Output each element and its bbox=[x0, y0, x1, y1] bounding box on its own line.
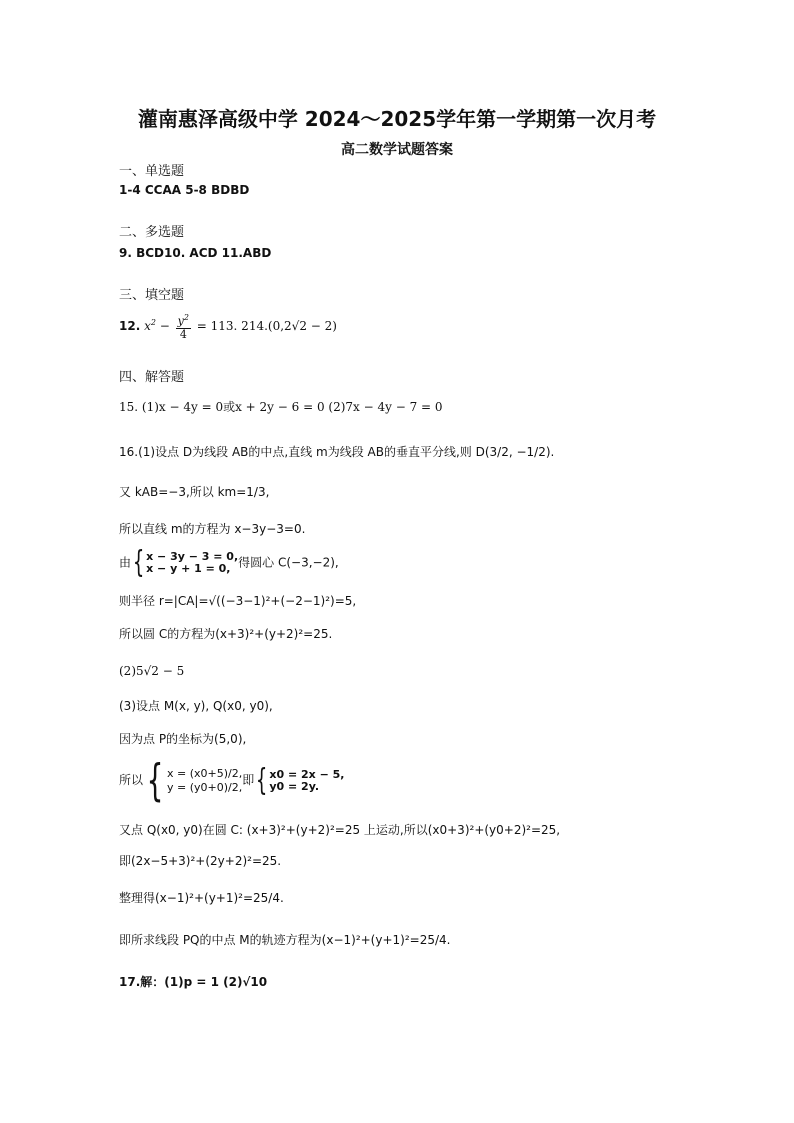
q16-midpoint-eq-4: y0 = 2y. bbox=[269, 779, 320, 793]
q16-line-10-prefix: 所以 bbox=[119, 773, 144, 787]
q16-line-1: 16.(1)设点 D为线段 AB的中点,直线 m为线段 AB的垂直平分线,则 D(3/2, −1/2). bbox=[119, 445, 555, 459]
q16-system-eq-1: x − 3y − 3 = 0, bbox=[146, 550, 239, 563]
q16-line-4-prefix: 由 bbox=[119, 555, 132, 570]
section-heading-multiple-choice: 二、多选题 bbox=[119, 225, 185, 240]
section-heading-fill-in: 三、填空题 bbox=[119, 288, 185, 303]
q17-answer: 17.解：(1)p = 1 (2)√10 bbox=[119, 975, 268, 989]
q16-line-8: (3)设点 M(x, y), Q(x0, y0), bbox=[119, 699, 273, 713]
q16-line-4-suffix: 得圆心 C(−3,−2), bbox=[238, 555, 339, 570]
q16-line-4: 由{ x − 3y − 3 = 0, x − y + 1 = 0, 得圆心 C(−3,−2), bbox=[119, 545, 339, 580]
section-heading-solutions: 四、解答题 bbox=[119, 370, 185, 385]
q16-line-7: (2)5√2 − 5 bbox=[119, 664, 185, 678]
q16-midpoint-eq-1: x = (x0+5)/2, bbox=[167, 766, 243, 780]
fill-in-q12-label: 12. bbox=[119, 319, 141, 333]
q16-line-14: 即所求线段 PQ的中点 M的轨迹方程为(x−1)²+(y+1)²=25/4. bbox=[119, 933, 451, 947]
q16-line-13: 整理得(x−1)²+(y+1)²=25/4. bbox=[119, 891, 284, 905]
q16-line-10: 所以{ x = (x0+5)/2, y = (y0+0)/2, 即{ x0 = 2x − 5, y0 = 2y. bbox=[119, 754, 345, 806]
document-subtitle: 高二数学试题答案 bbox=[341, 142, 453, 158]
multiple-choice-answers: 9. BCD10. ACD 11.ABD bbox=[119, 246, 272, 260]
q16-system-eq-2: x − y + 1 = 0, bbox=[146, 562, 231, 575]
document-title: 灌南惠泽高级中学 2024～2025学年第一学期第一次月考 bbox=[137, 107, 657, 131]
q16-midpoint-eq-2: y = (y0+0)/2, bbox=[167, 780, 243, 794]
q16-line-3: 所以直线 m的方程为 x−3y−3=0. bbox=[119, 522, 306, 536]
q15-answer: 15. (1)x − 4y = 0或x + 2y − 6 = 0 (2)7x − 4y − 7 = 0 bbox=[119, 400, 443, 414]
q16-line-12: 即(2x−5+3)²+(2y+2)²=25. bbox=[119, 854, 282, 868]
q16-line-2: 又 kAB=−3,所以 km=1/3, bbox=[119, 485, 270, 499]
q16-line-9: 因为点 P的坐标为(5,0), bbox=[119, 732, 247, 746]
fill-in-q12-rest: = 113. 214.(0,2√2 − 2) bbox=[192, 319, 337, 333]
section-heading-single-choice: 一、单选题 bbox=[119, 164, 185, 179]
q16-midpoint-eq-3: x0 = 2x − 5, bbox=[269, 767, 345, 781]
q16-line-6: 所以圆 C的方程为(x+3)²+(y+2)²=25. bbox=[119, 627, 333, 641]
q16-line-10-mid: 即 bbox=[242, 773, 255, 787]
single-choice-answers: 1-4 CCAA 5-8 BDBD bbox=[119, 183, 250, 197]
q16-line-5: 则半径 r=|CA|=√((−3−1)²+(−2−1)²)=5, bbox=[119, 594, 357, 608]
q16-line-11: 又点 Q(x0, y0)在圆 C: (x+3)²+(y+2)²=25 上运动,所以(x0+3)²+(y0+2)²=25, bbox=[119, 823, 561, 837]
fill-in-answers: 12. $x^2$ − $\frac{y^2}{4}$ = 113. 214.(0,2√2 − 2) bbox=[119, 313, 337, 341]
